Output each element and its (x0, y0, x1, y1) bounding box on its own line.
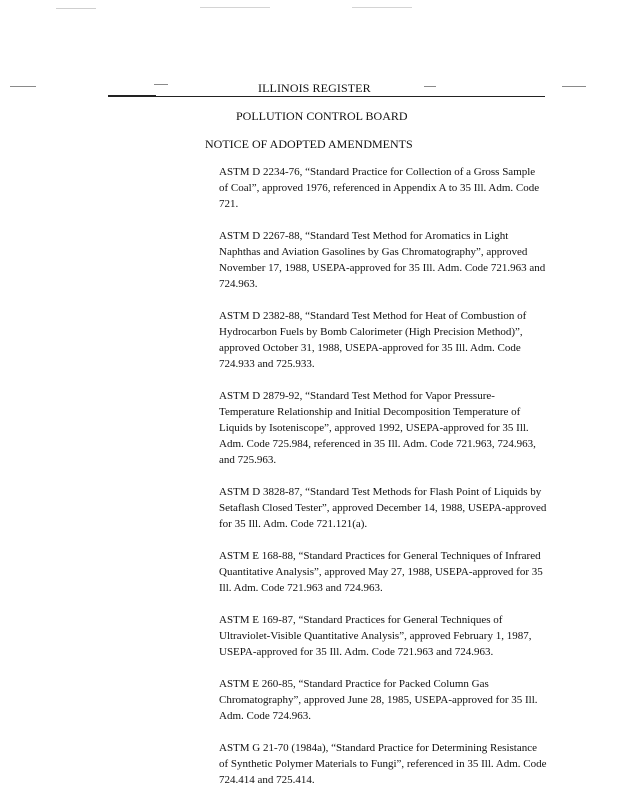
reference-entry: ASTM D 2879-92, “Standard Test Method for Vapor Pressure-Temperature Relationship and Initial Decomposition Temperature of Liquids by Isoteniscope”, approved 1992, USEPA-approved for 35 Ill. Adm. Code 725.984, referenced in 35 Ill. Adm. Code 721.963, 724.963, and 725.963. (219, 390, 536, 466)
reference-entry: ASTM E 260-85, “Standard Practice for Packed Column Gas Chromatography”, approved June 28, 1985, USEPA-approved for 35 Ill. Adm. Code 724.963. (219, 678, 538, 722)
reference-entry: ASTM G 21-70 (1984a), “Standard Practice for Determining Resistance of Synthetic Polymer Materials to Fungi”, referenced in 35 Ill. Adm. Code 724.414 and 725.414. (219, 742, 547, 786)
scan-mark-top-mid (200, 7, 270, 8)
reference-list (219, 164, 547, 804)
reference-entry: ASTM E 168-88, “Standard Practices for General Techniques of Infrared Quantitative Analysis”, approved May 27, 1988, USEPA-approved for 35 Ill. Adm. Code 721.963 and 724.963. (219, 550, 543, 594)
reference-entry: ASTM E 169-87, “Standard Practices for General Techniques of Ultraviolet-Visible Quantitative Analysis”, approved February 1, 1987, USEPA-approved for 35 Ill. Adm. Code 721.963 and 724.963. (219, 614, 532, 658)
scan-mark-left (10, 86, 36, 87)
reference-entry: ASTM D 2234-76, “Standard Practice for Collection of a Gross Sample of Coal”, approved 1976, referenced in Appendix A to 35 Ill. Adm. Code 721. (219, 166, 540, 210)
notice-heading: NOTICE OF ADOPTED AMENDMENTS (205, 137, 413, 151)
header-rule (108, 96, 545, 97)
scan-mark-left-inner (154, 84, 168, 85)
scan-mark-top-right (352, 7, 412, 8)
reference-entry: ASTM D 2382-88, “Standard Test Method for Heat of Combustion of Hydrocarbon Fuels by Bomb Calorimeter (High Precision Method)”, approved October 31, 1988, USEPA-approved for 35 Ill. Adm. Code 724.933 and 725.933. (219, 310, 527, 370)
reference-entry: ASTM D 2267-88, “Standard Test Method for Aromatics in Light Naphthas and Aviation Gasolines by Gas Chromatography”, approved November 17, 1988, USEPA-approved for 35 Ill. Adm. Code 721.963 and 724.963. (219, 230, 546, 290)
scan-mark-right (562, 86, 586, 87)
scan-mark-center (424, 86, 436, 87)
agency-heading: POLLUTION CONTROL BOARD (236, 109, 408, 123)
reference-entry: ASTM D 3828-87, “Standard Test Methods for Flash Point of Liquids by Setaflash Closed Tester”, approved December 14, 1988, USEPA-approved for 35 Ill. Adm. Code 721.121(a). (219, 486, 547, 530)
scan-mark-top-left (56, 8, 96, 9)
register-title: ILLINOIS REGISTER (258, 81, 371, 95)
